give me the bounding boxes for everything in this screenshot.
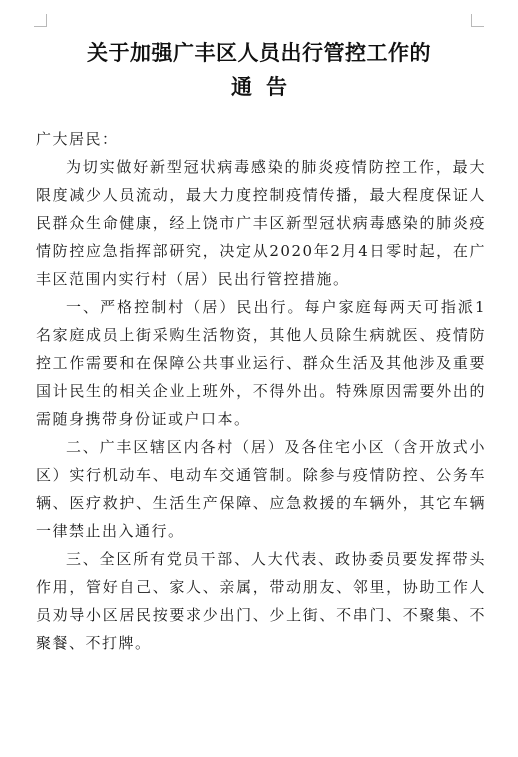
- page-corner-mark-top-left: [34, 14, 47, 27]
- paragraph-item-1: 一、严格控制村（居）民出行。每户家庭每两天可指派1名家庭成员上街采购生活物资，其他人员除生病就医、疫情防控工作需要和在保障公共事业运行、群众生活及其他涉及重要国计民生的相关企业上班外，不得外出。特殊原因需要外出的需随身携带身份证或户口本。: [36, 298, 486, 428]
- greeting: 广大居民：: [36, 130, 119, 148]
- paragraph-item-2: 二、广丰区辖区内各村（居）及各住宅小区（含开放式小区）实行机动车、电动车交通管制。除参与疫情防控、公务车辆、医疗救护、生活生产保障、应急救援的车辆外，其它车辆一律禁止出入通行。: [36, 438, 486, 540]
- document-body: [36, 125, 486, 657]
- paragraph-item-3: 三、全区所有党员干部、人大代表、政协委员要发挥带头作用，管好自己、家人、亲属，带动朋友、邻里，协助工作人员劝导小区居民按要求少出门、少上街、不串门、不聚集、不聚餐、不打牌。: [36, 550, 486, 652]
- paragraph-intro: 为切实做好新型冠状病毒感染的肺炎疫情防控工作，最大限度减少人员流动，最大力度控制疫情传播，最大程度保证人民群众生命健康，经上饶市广丰区新型冠状病毒感染的肺炎疫情防控应急指挥部研究，决定从2020年2月4日零时起，在广丰区范围内实行村（居）民出行管控措施。: [36, 158, 486, 288]
- page-corner-mark-top-right: [471, 14, 484, 27]
- document-title: [0, 36, 518, 104]
- title-line-1: 关于加强广丰区人员出行管控工作的: [87, 40, 431, 65]
- title-line-2: 通告: [231, 74, 301, 99]
